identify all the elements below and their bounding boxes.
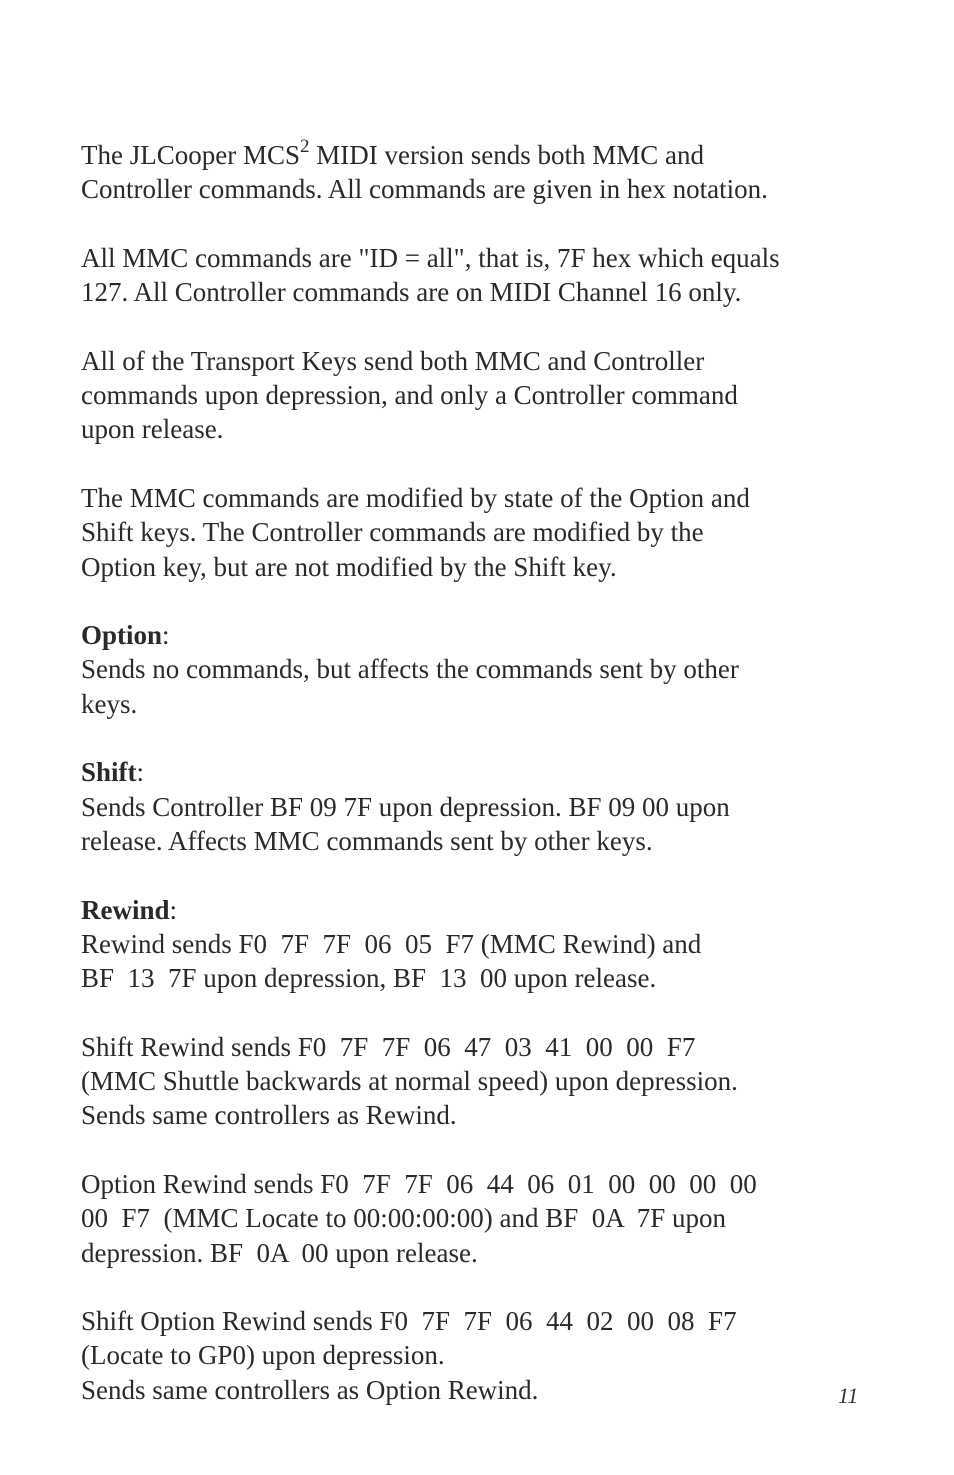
shift-heading-line — [81, 755, 881, 789]
intro-text-after: MIDI version sends both MMC and — [309, 140, 704, 170]
intro-line-2: Controller commands. All commands are given in hex notation. — [81, 174, 768, 205]
paragraph-line: All MMC commands are "ID = all", that is, 7F hex which equals — [81, 242, 780, 273]
heading-colon: : — [169, 894, 178, 925]
paragraph-line: depression. BF 0A 00 upon release. — [81, 1237, 478, 1268]
intro-line-1 — [81, 138, 881, 172]
paragraph-line: upon release. — [81, 414, 224, 445]
intro-superscript: 2 — [300, 136, 310, 157]
intro-text-before: The JLCooper MCS — [81, 140, 300, 170]
shift-rewind-paragraph — [81, 1030, 881, 1133]
paragraph-line: (Locate to GP0) upon depression. — [81, 1340, 445, 1371]
paragraph-line: Shift keys. The Controller commands are modified by the — [81, 517, 704, 548]
paragraph-line: The MMC commands are modified by state of the Option and — [81, 482, 750, 513]
paragraph-line: Sends same controllers as Rewind. — [81, 1100, 457, 1131]
paragraph-line: Sends no commands, but affects the commands sent by other — [81, 654, 739, 685]
rewind-heading: Rewind — [81, 894, 170, 925]
transport-keys-paragraph — [81, 344, 881, 447]
paragraph-line: Sends same controllers as Option Rewind. — [81, 1374, 539, 1405]
paragraph-line: All of the Transport Keys send both MMC and Controller — [81, 345, 705, 376]
rewind-section — [81, 893, 881, 996]
option-heading-line — [81, 618, 881, 652]
intro-paragraph — [81, 138, 881, 207]
option-heading: Option — [81, 620, 163, 651]
option-section — [81, 618, 881, 721]
paragraph-line: BF 13 7F upon depression, BF 13 00 upon release. — [81, 963, 657, 994]
modifier-keys-paragraph — [81, 481, 881, 584]
paragraph-line: Rewind sends F0 7F 7F 06 05 F7 (MMC Rewind) and — [81, 928, 702, 959]
paragraph-line: 00 F7 (MMC Locate to 00:00:00:00) and BF 0A 7F upon — [81, 1203, 727, 1234]
heading-colon: : — [162, 620, 170, 651]
option-rewind-paragraph — [81, 1167, 881, 1270]
paragraph-line: commands upon depression, and only a Controller command — [81, 380, 738, 411]
paragraph-line: keys. — [81, 688, 138, 719]
paragraph-line: Shift Rewind sends F0 7F 7F 06 47 03 41 00 00 F7 — [81, 1031, 696, 1062]
heading-colon: : — [136, 757, 145, 788]
manual-page-body — [81, 138, 881, 1441]
shift-heading: Shift — [81, 757, 137, 788]
mmc-id-paragraph — [81, 241, 881, 310]
shift-section — [81, 755, 881, 858]
paragraph-line: Option Rewind sends F0 7F 7F 06 44 06 01 00 00 00 00 — [81, 1168, 757, 1199]
rewind-heading-line — [81, 893, 881, 927]
paragraph-line: release. Affects MMC commands sent by other keys. — [81, 825, 653, 856]
paragraph-line: 127. All Controller commands are on MIDI Channel 16 only. — [81, 277, 742, 308]
paragraph-line: Option key, but are not modified by the Shift key. — [81, 551, 617, 582]
page-number: 11 — [838, 1383, 859, 1408]
paragraph-line: Shift Option Rewind sends F0 7F 7F 06 44 02 00 08 F7 — [81, 1306, 737, 1337]
paragraph-line: (MMC Shuttle backwards at normal speed) upon depression. — [81, 1066, 738, 1097]
paragraph-line: Sends Controller BF 09 7F upon depression. BF 09 00 upon — [81, 791, 730, 822]
shift-option-rewind-paragraph — [81, 1304, 881, 1407]
